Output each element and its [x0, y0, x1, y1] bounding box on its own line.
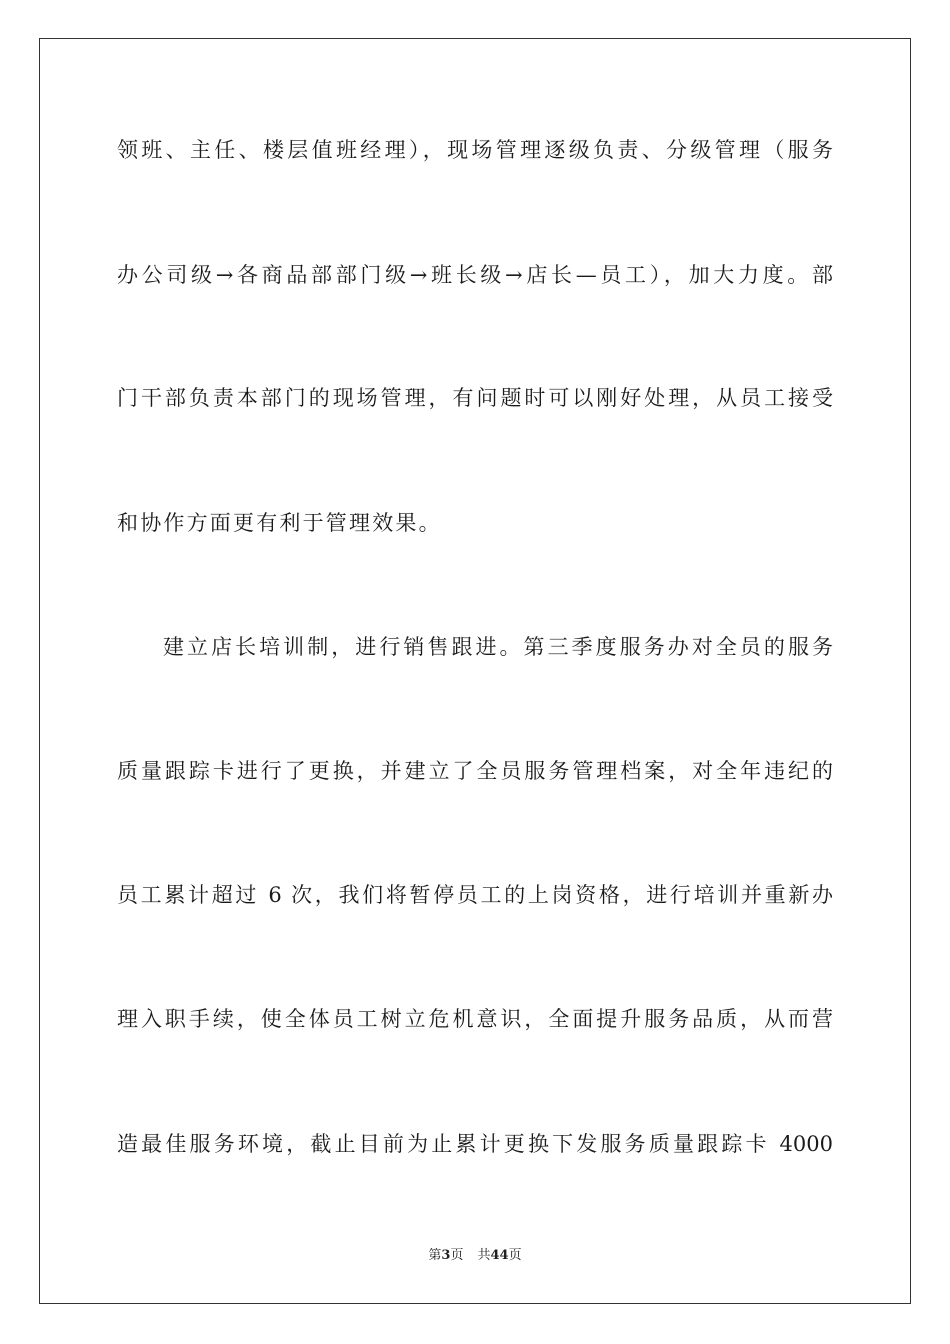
page-footer: [0, 1248, 950, 1264]
body-text-line-9: 造最佳服务环境，截止目前为止累计更换下发服务质量跟踪卡 4000: [117, 1132, 833, 1156]
footer-total-pages: 44: [490, 1248, 509, 1263]
footer-page-suffix: 页: [450, 1248, 464, 1263]
footer-total-prefix: 共: [477, 1248, 491, 1263]
body-text-line-1: 领班、主任、楼层值班经理），现场管理逐级负责、分级管理（服务: [117, 138, 833, 162]
body-text-line-7: 员工累计超过 6 次，我们将暂停员工的上岗资格，进行培训并重新办: [117, 883, 833, 907]
body-text-line-6: 质量跟踪卡进行了更换，并建立了全员服务管理档案，对全年违纪的: [117, 759, 833, 783]
body-text-line-3: 门干部负责本部门的现场管理，有问题时可以刚好处理，从员工接受: [117, 386, 833, 410]
body-text-line-5: 建立店长培训制，进行销售跟进。第三季度服务办对全员的服务: [163, 635, 833, 659]
footer-page-number: 3: [441, 1248, 451, 1263]
footer-page-prefix: 第: [428, 1248, 442, 1263]
body-text-line-2: 办公司级→各商品部部门级→班长级→店长—员工），加大力度。部: [117, 263, 833, 287]
page-border: [39, 38, 911, 1304]
footer-total-suffix: 页: [508, 1248, 522, 1263]
body-text-line-8: 理入职手续，使全体员工树立危机意识，全面提升服务品质，从而营: [117, 1007, 833, 1031]
body-text-line-4: 和协作方面更有利于管理效果。: [117, 511, 442, 535]
